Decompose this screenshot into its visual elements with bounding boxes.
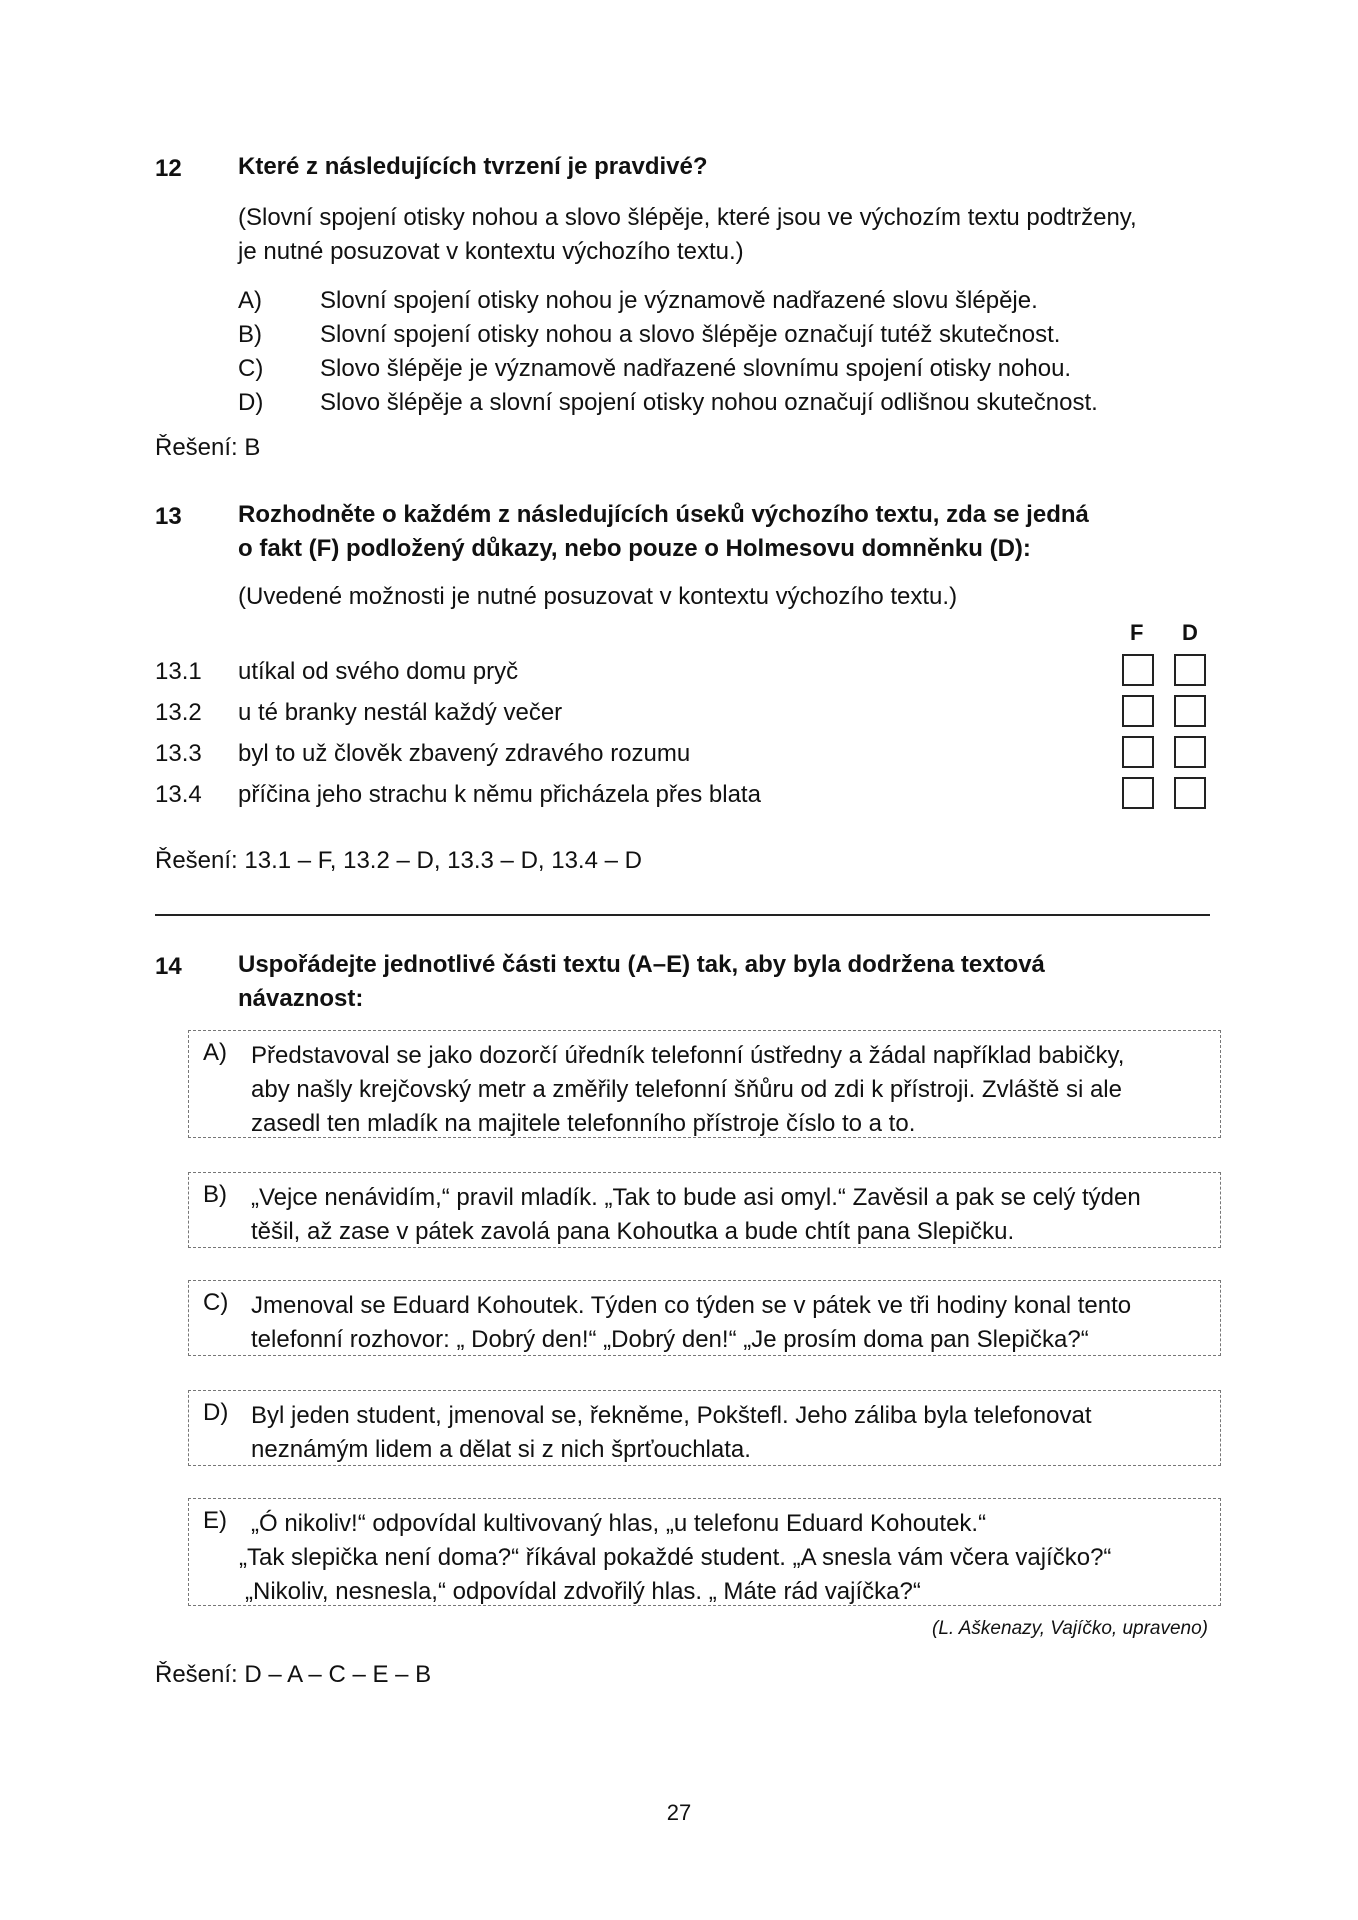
- part-line: neznámým lidem a dělat si z nich šprťouchlata.: [251, 1436, 751, 1463]
- part-line: těšil, až zase v pátek zavolá pana Kohoutka a bude chtít pana Slepičku.: [251, 1218, 1015, 1245]
- option-text: Slovo šlépěje a slovní spojení otisky nohou označují odlišnou skutečnost.: [320, 389, 1098, 416]
- column-header-f: F: [1130, 620, 1144, 645]
- text-part-b: [188, 1172, 1221, 1248]
- question-13-note: (Uvedené možnosti je nutné posuzovat v kontextu výchozího textu.): [238, 583, 958, 610]
- question-14-solution: Řešení: D – A – C – E – B: [155, 1661, 432, 1688]
- part-line: telefonní rozhovor: „ Dobrý den!“ „Dobrý den!“ „Je prosím doma pan Slepička?“: [251, 1326, 1089, 1353]
- part-line: Byl jeden student, jmenoval se, řekněme, Pokštefl. Jeho záliba byla telefonovat: [251, 1402, 1092, 1429]
- column-header-d: D: [1182, 620, 1198, 645]
- question-12-note-line-1: (Slovní spojení otisky nohou a slovo šlépěje, které jsou ve výchozím textu podtrženy,: [238, 204, 1137, 231]
- part-letter: D): [203, 1399, 229, 1426]
- part-line: Jmenoval se Eduard Kohoutek. Týden co týden se v pátek ve tři hodiny konal tento: [251, 1292, 1132, 1319]
- checkbox-13-3-f[interactable]: [1122, 736, 1154, 768]
- question-13-text-line-1: Rozhodněte o každém z následujících úseků výchozího textu, zda se jedná: [238, 501, 1089, 528]
- source-citation: (L. Aškenazy, Vajíčko, upraveno): [932, 1618, 1208, 1639]
- question-14-text-line-1: Uspořádejte jednotlivé části textu (A–E) tak, aby byla dodržena textová: [238, 951, 1045, 978]
- checkbox-13-2-d[interactable]: [1174, 695, 1206, 727]
- question-12-number: 12: [155, 155, 182, 182]
- part-line: „Tak slepička není doma?“ říkával pokaždé student. „A snesla vám včera vajíčko?“: [239, 1544, 1112, 1571]
- part-line: zasedl ten mladík na majitele telefonního přístroje číslo to a to.: [251, 1110, 916, 1137]
- part-line: „Ó nikoliv!“ odpovídal kultivovaný hlas, „u telefonu Eduard Kohoutek.“: [251, 1510, 987, 1537]
- text-part-c: [188, 1280, 1221, 1356]
- option-letter: D): [238, 389, 264, 416]
- part-line: aby našly krejčovský metr a změřily telefonní šňůru od zdi k přístroji. Zvláště si ale: [251, 1076, 1122, 1103]
- question-12-options: [238, 284, 1198, 420]
- part-line: „Nikoliv, nesnesla,“ odpovídal zdvořilý hlas. „ Máte rád vajíčka?“: [245, 1578, 921, 1605]
- part-letter: E): [203, 1507, 227, 1534]
- option-b: [238, 318, 1198, 352]
- question-13-number: 13: [155, 503, 182, 530]
- item-13-4-text: příčina jeho strachu k němu přicházela přes blata: [238, 781, 761, 808]
- question-13-text-line-2: o fakt (F) podložený důkazy, nebo pouze o Holmesovu domněnku (D):: [238, 535, 1031, 562]
- part-letter: B): [203, 1181, 227, 1208]
- checkbox-13-1-f[interactable]: [1122, 654, 1154, 686]
- checkbox-13-2-f[interactable]: [1122, 695, 1154, 727]
- option-text: Slovní spojení otisky nohou a slovo šlépěje označují tutéž skutečnost.: [320, 321, 1061, 348]
- text-part-d: [188, 1390, 1221, 1466]
- question-12-solution: Řešení: B: [155, 434, 261, 461]
- page-number: 27: [666, 1800, 692, 1825]
- item-13-3-number: 13.3: [155, 740, 202, 767]
- option-letter: A): [238, 287, 262, 314]
- checkbox-13-1-d[interactable]: [1174, 654, 1206, 686]
- item-13-3-text: byl to už člověk zbavený zdravého rozumu: [238, 740, 691, 767]
- item-13-2-number: 13.2: [155, 699, 202, 726]
- question-13-solution: Řešení: 13.1 – F, 13.2 – D, 13.3 – D, 13.4 – D: [155, 847, 642, 874]
- question-14-text-line-2: návaznost:: [238, 985, 364, 1012]
- option-a: [238, 284, 1198, 318]
- part-letter: C): [203, 1289, 229, 1316]
- option-letter: B): [238, 321, 262, 348]
- option-text: Slovo šlépěje je významově nadřazené slovnímu spojení otisky nohou.: [320, 355, 1072, 382]
- question-12-note-line-2: je nutné posuzovat v kontextu výchozího textu.): [238, 238, 744, 265]
- item-13-1-number: 13.1: [155, 658, 202, 685]
- text-part-a: [188, 1030, 1221, 1138]
- section-divider: [155, 914, 1210, 916]
- item-13-2-text: u té branky nestál každý večer: [238, 699, 563, 726]
- option-d: [238, 386, 1198, 420]
- option-letter: C): [238, 355, 264, 382]
- item-13-4-number: 13.4: [155, 781, 202, 808]
- part-line: Představoval se jako dozorčí úředník telefonní ústředny a žádal například babičky,: [251, 1042, 1125, 1069]
- question-14-number: 14: [155, 953, 182, 980]
- checkbox-13-3-d[interactable]: [1174, 736, 1206, 768]
- checkbox-13-4-f[interactable]: [1122, 777, 1154, 809]
- option-c: [238, 352, 1198, 386]
- item-13-1-text: utíkal od svého domu pryč: [238, 658, 519, 685]
- text-part-e: [188, 1498, 1221, 1606]
- part-letter: A): [203, 1039, 227, 1066]
- option-text: Slovní spojení otisky nohou je významově nadřazené slovu šlépěje.: [320, 287, 1038, 314]
- checkbox-13-4-d[interactable]: [1174, 777, 1206, 809]
- part-line: „Vejce nenávidím,“ pravil mladík. „Tak to bude asi omyl.“ Zavěsil a pak se celý týden: [251, 1184, 1141, 1211]
- question-12-text: Které z následujících tvrzení je pravdivé?: [238, 153, 708, 180]
